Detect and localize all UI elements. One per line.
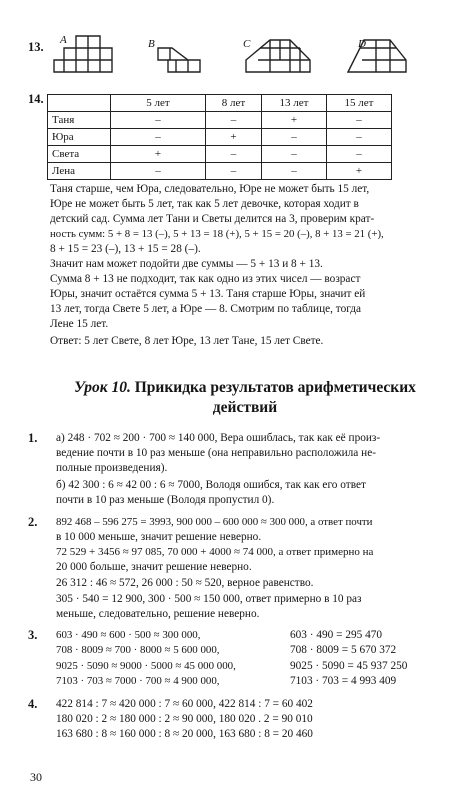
figure-c <box>246 40 310 72</box>
task1-number: 1. <box>28 431 38 445</box>
table-row <box>48 112 392 129</box>
table-header-cell: 8 лет <box>206 95 262 112</box>
table-cell: – <box>327 146 392 163</box>
table-cell: + <box>206 129 262 146</box>
table-header-cell: 13 лет <box>262 95 327 112</box>
table-cell: + <box>111 146 206 163</box>
text-line: 892 468 – 596 275 = 3993, 900 000 – 600 000 ≈ 300 000, а ответ почти <box>56 516 373 528</box>
text-line: Лене 15 лет. <box>50 318 109 330</box>
text-line: 9025 · 5090 = 45 937 250 <box>290 659 408 672</box>
text-line: Юре не может быть 5 лет, так как 5 лет девочке, которая ходит в <box>50 198 359 210</box>
table-cell: + <box>327 163 392 180</box>
table-cell: – <box>111 163 206 180</box>
text-line: 603 · 490 ≈ 600 · 500 ≈ 300 000, <box>56 629 201 641</box>
table-row <box>48 146 392 163</box>
task3-exact <box>290 628 407 689</box>
table-cell: Юра <box>48 129 111 146</box>
text-line: 7103 · 703 = 4 993 409 <box>290 674 397 687</box>
lesson-title-line2: действий <box>212 399 278 416</box>
text-line: 180 020 : 2 ≈ 180 000 : 2 ≈ 90 000, 180 020 . 2 = 90 010 <box>56 713 313 725</box>
figure-b <box>158 48 200 72</box>
task14-number: 14. <box>28 92 44 106</box>
table-cell: – <box>262 146 327 163</box>
text-line: ведение почти в 10 раз меньше (она неправильно расположила не- <box>56 447 376 459</box>
text-line: а) 248 · 702 ≈ 200 · 700 ≈ 140 000, Вера ошиблась, так как её произ- <box>56 432 381 444</box>
task3-number: 3. <box>28 628 38 642</box>
text-line: 13 лет, тогда Свете 5 лет, а Юре — 8. Смотрим по таблице, тогда <box>50 303 362 315</box>
text-line: 72 529 + 3456 ≈ 97 085, 70 000 + 4000 ≈ 74 000, а ответ примерно на <box>56 546 374 558</box>
text-line: меньше, следовательно, решение неверно. <box>56 608 260 620</box>
table-row <box>48 163 392 180</box>
table-header-cell: 5 лет <box>111 95 206 112</box>
text-line: почти в 10 раз меньше (Володя пропустил 0). <box>56 494 275 506</box>
text-line: 7103 · 703 ≈ 7000 · 700 ≈ 4 900 000, <box>56 674 220 687</box>
text-line: ность сумм: 5 + 8 = 13 (–), 5 + 13 = 18 (+), 5 + 15 = 20 (–), 8 + 13 = 21 (+), <box>50 228 384 240</box>
table-row <box>48 129 392 146</box>
page-number: 30 <box>30 770 42 784</box>
text-line: 305 · 540 = 12 900, 300 · 500 ≈ 150 000, ответ примерно в 10 раз <box>56 593 362 605</box>
table-cell: – <box>111 129 206 146</box>
task4-number: 4. <box>28 697 38 711</box>
figure-a-label: A <box>60 34 67 46</box>
table-cell: – <box>262 129 327 146</box>
table-cell: – <box>327 112 392 129</box>
text-line: Сумма 8 + 13 не подходит, так как одно из этих чисел — возраст <box>50 273 361 285</box>
table-cell: Лена <box>48 163 111 180</box>
text-line: Юры, значит остаётся сумма 5 + 13. Таня старше Юры, значит ей <box>50 288 366 300</box>
task13-number: 13. <box>28 40 44 54</box>
text-line: Значит нам может подойти две суммы — 5 + 13 и 8 + 13. <box>50 258 323 270</box>
text-line: 26 312 : 46 ≈ 572, 26 000 : 50 ≈ 520, верное равенство. <box>56 577 314 589</box>
lesson-title-text: Прикидка результатов арифметических <box>134 379 416 396</box>
figure-d <box>348 40 406 72</box>
text-line: 20 000 больше, значит решение неверно. <box>56 561 252 573</box>
figure-b-label: B <box>148 38 155 50</box>
answer-line: Ответ: 5 лет Свете, 8 лет Юре, 13 лет Тане, 15 лет Свете. <box>50 335 324 347</box>
ages-table <box>47 94 392 180</box>
lesson-title-number: Урок 10. <box>74 379 131 396</box>
table-cell: – <box>111 112 206 129</box>
lesson-title <box>50 378 440 398</box>
text-line: 603 · 490 = 295 470 <box>290 629 383 641</box>
text-line: детский сад. Сумма лет Тани и Светы делится на 3, проверим крат- <box>50 213 375 225</box>
table-cell: – <box>206 146 262 163</box>
text-line: 9025 · 5090 ≈ 9000 · 5000 ≈ 45 000 000, <box>56 659 236 672</box>
text-line: 422 814 : 7 ≈ 420 000 : 7 ≈ 60 000, 422 814 : 7 = 60 402 <box>56 698 313 710</box>
text-line: 8 + 15 = 23 (–), 13 + 15 = 28 (–). <box>50 243 201 255</box>
figure-d-label: D <box>358 38 366 50</box>
text-line: Таня старше, чем Юра, следовательно, Юре не может быть 15 лет, <box>50 183 370 195</box>
figure-c-label: C <box>243 38 251 50</box>
text-line: 163 680 : 8 ≈ 160 000 : 8 ≈ 20 000, 163 680 : 8 = 20 460 <box>56 728 313 740</box>
task2-number: 2. <box>28 515 38 529</box>
table-cell: – <box>206 163 262 180</box>
table-header-cell: 15 лет <box>327 95 392 112</box>
table-cell: Света <box>48 146 111 163</box>
table-header-cell <box>48 95 111 112</box>
task3-estimates <box>56 628 236 689</box>
table-cell: + <box>262 112 327 129</box>
table-cell: – <box>206 112 262 129</box>
table-row <box>48 95 392 112</box>
table-cell: – <box>327 129 392 146</box>
table-cell: – <box>262 163 327 180</box>
text-line: полные произведения). <box>56 462 168 474</box>
text-line: 708 · 8009 = 5 670 372 <box>290 644 397 657</box>
table-cell: Таня <box>48 112 111 129</box>
text-line: в 10 000 меньше, значит решение неверно. <box>56 531 262 543</box>
text-line: б) 42 300 : 6 ≈ 42 00 : 6 ≈ 7000, Володя ошибся, так как его ответ <box>56 479 366 491</box>
task13-figures <box>50 32 470 84</box>
text-line: 708 · 8009 ≈ 700 · 8000 ≈ 5 600 000, <box>56 644 220 657</box>
